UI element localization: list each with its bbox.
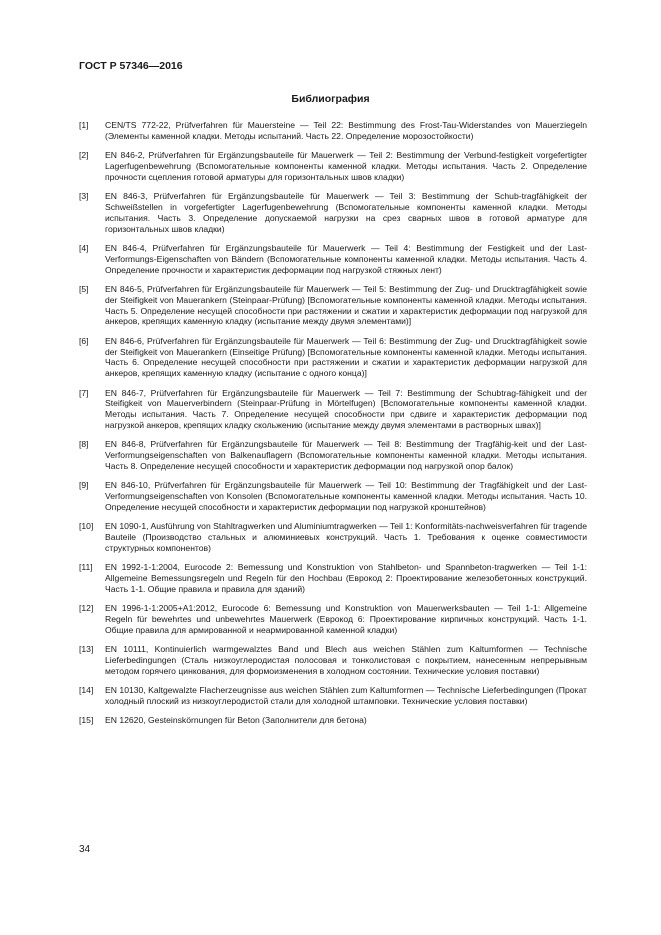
bibliography-entry	[79, 685, 587, 707]
entry-text: EN 846-2, Prüfverfahren für Ergänzungsbauteile für Mauerwerk — Teil 2: Bestimmung der Verbund-festigkeit vorgefertigter Lagerfugenbewehrung (Вспомогательные компоненты каменной кладки. Методы испытания. Часть 2. Определение прочности сцепления готовой арматуры для горизонтальных швов кладки)	[105, 150, 587, 182]
entry-text: EN 846-4, Prüfverfahren für Ergänzungsbauteile für Mauerwerk — Teil 4: Bestimmung der Festigkeit und der Last-Verformungs-Eigenschaften von Bändern (Вспомогательные компоненты каменной кладки. Методы испытания. Часть 4. Определение прочности и характеристик деформации под нагрузкой стяжных лент)	[105, 242, 587, 275]
bibliography-entry	[79, 243, 587, 275]
entry-number: [13]	[79, 644, 94, 655]
entry-text: EN 10111, Kontinuierlich warmgewalztes Band und Blech aus weichen Stählen zum Kaltumformen — Technische Lieferbedingungen (Сталь низкоуглеродистая полосовая и тонколистовая с покрытием, нанесенным непрерывным методом горячего цинкования, для формоизменения в холодном состоянии. Технические условия поставки)	[105, 644, 587, 676]
entry-number: [8]	[79, 439, 89, 450]
bibliography-entry	[79, 120, 587, 142]
bibliography-entry	[79, 284, 587, 327]
entry-text: EN 846-7, Prüfverfahren für Ergänzungsbauteile für Mauerwerk — Teil 7: Bestimmung der Schubtrag-fähigkeit und der Steifigkeit von Mauerverbindern (Steinpaar-Prüfung in Mörtelfugen) [Вспомогательные компоненты каменной кладки. Методы испытания. Часть 7. Определение несущей способности при сдвиге и характеристик деформации под нагрузкой анкеров, крепящих кладку скольжению (испытание между двумя элементами в растворных швах)]	[105, 387, 587, 430]
bibliography-entry	[79, 336, 587, 379]
document-header: ГОСТ Р 57346—2016	[79, 60, 183, 72]
entry-number: [1]	[79, 120, 89, 130]
entry-text: EN 1996-1-1:2005+A1:2012, Eurocode 6: Bemessung und Konstruktion von Mauerwerksbauten — Teil 1-1: Allgemeine Regeln für bewehrtes und unbewehrtes Mauerwerk (Еврокод 6: Проектирование кирпичных конструкций. Часть 1-1. Общие правила для армированной и неармированной каменной кладки)	[105, 603, 587, 635]
entry-text: EN 1090-1, Ausführung von Stahltragwerken und Aluminiumtragwerken — Teil 1: Konformitäts-nachweisverfahren für tragende Bauteile (Производство стальных и алюминиевых конструкций. Часть 1. Требования к оценке совместимости структурных компонентов)	[105, 521, 587, 553]
entry-number: [11]	[79, 562, 93, 573]
entry-text: EN 846-8, Prüfverfahren für Ergänzungsbauteile für Mauerwerk — Teil 8: Bestimmung der Tragfähig-keit und der Last-Verformungseigenschaften von Balkenauflagern (Вспомогательные компоненты каменной кладки. Методы испытания. Часть 8. Определение несущей способности и характеристик деформации под нагрузкой опор балок)	[105, 439, 587, 471]
entry-number: [12]	[79, 603, 94, 614]
bibliography-entry	[79, 191, 587, 234]
bibliography-entry	[79, 603, 587, 635]
bibliography-entry	[79, 480, 587, 512]
entry-number: [14]	[79, 685, 94, 696]
entry-number: [6]	[79, 335, 89, 346]
page-number: 34	[79, 844, 91, 855]
bibliography-title: Библиография	[291, 93, 370, 105]
entry-text: CEN/TS 772-22, Prüfverfahren für Mauersteine — Teil 22: Bestimmung des Frost-Tau-Widerstandes von Mauerziegeln (Элементы каменной кладки. Методы испытаний. Часть 22. Определение морозостойкости)	[105, 120, 587, 141]
entry-text: EN 1992-1-1:2004, Eurocode 2: Bemessung und Konstruktion von Stahlbeton- und Spannbeton-tragwerken — Teil 1-1: Allgemeine Bemessungsregeln und Regeln für den Hochbau (Еврокод 2: Проектирование железобетонных конструкций. Часть 1-1. Общие правила и правила для зданий)	[105, 562, 587, 594]
entry-number: [7]	[79, 387, 89, 398]
bibliography-entry	[79, 715, 587, 726]
entry-text: EN 846-10, Prüfverfahren für Ergänzungsbauteile für Mauerwerk — Teil 10: Bestimmung der Tragfähigkeit und der Last-Verformungseigenschaften von Konsolen (Вспомогательные компоненты каменной кладки. Методы испытания. Часть 10. Определение несущей способности и характеристик деформации под нагрузкой кронштейнов)	[105, 480, 587, 512]
bibliography-entry	[79, 439, 587, 471]
entry-number: [15]	[79, 715, 94, 726]
bibliography-entry	[79, 521, 587, 553]
bibliography-entry	[79, 562, 587, 594]
entry-number: [10]	[79, 521, 94, 532]
entry-number: [5]	[79, 283, 89, 294]
bibliography-list	[79, 120, 587, 735]
bibliography-entry	[79, 150, 587, 182]
entry-text: EN 846-3, Prüfverfahren für Ergänzungsbauteile für Mauerwerk — Teil 3: Bestimmung der Schub-tragfähigkeit der Schweißstellen in vorgefertigter Lagerfugenbewehrung (Вспомогательные компоненты каменной кладки. Методы испытания. Часть 3. Определение допускаемой нагрузки на срез сварных швов в готовой арматуре для горизонтальных швов кладки)	[105, 191, 587, 234]
entry-text: EN 846-5, Prüfverfahren für Ergänzungsbauteile für Mauerwerk — Teil 5: Bestimmung der Zug- und Drucktragfähigkeit sowie der Steifigkeit von Mauerankern (Steinpaar-Prüfung) [Вспомогательные компоненты каменной кладки. Методы испытания. Часть 5. Определение несущей способности при растяжении и сжатии и характеристик деформации под нагрузкой для анкеров, крепящих каменную кладку (испытание между двумя элементами)]	[105, 283, 587, 327]
entry-number: [3]	[79, 191, 89, 202]
entry-text: EN 12620, Gesteinskörnungen für Beton (Заполнители для бетона)	[105, 715, 367, 726]
entry-number: [4]	[79, 242, 89, 253]
entry-text: EN 846-6, Prüfverfahren für Ergänzungsbauteile für Mauerwerk — Teil 6: Bestimmung der Zug- und Drucktragfähigkeit sowie der Steifigkeit von Mauerankern (Einseitige Prüfung) [Вспомогательные компоненты каменной кладки. Методы испытания. Часть 6. Определение несущей способности при растяжении и сжатии и характеристик деформации нагрузкой для анкеров, крепящих каменную кладку (испытание с одного конца)]	[105, 335, 587, 379]
bibliography-entry	[79, 644, 587, 676]
entry-number: [2]	[79, 150, 89, 161]
bibliography-entry	[79, 388, 587, 431]
entry-number: [9]	[79, 480, 89, 491]
entry-text: EN 10130, Kaltgewalzte Flacherzeugnisse aus weichen Stählen zum Kaltumformen — Technische Lieferbedingungen (Прокат холодный плоский из низкоуглеродистой стали для холодной штамповки. Технические условия поставки)	[105, 685, 587, 706]
